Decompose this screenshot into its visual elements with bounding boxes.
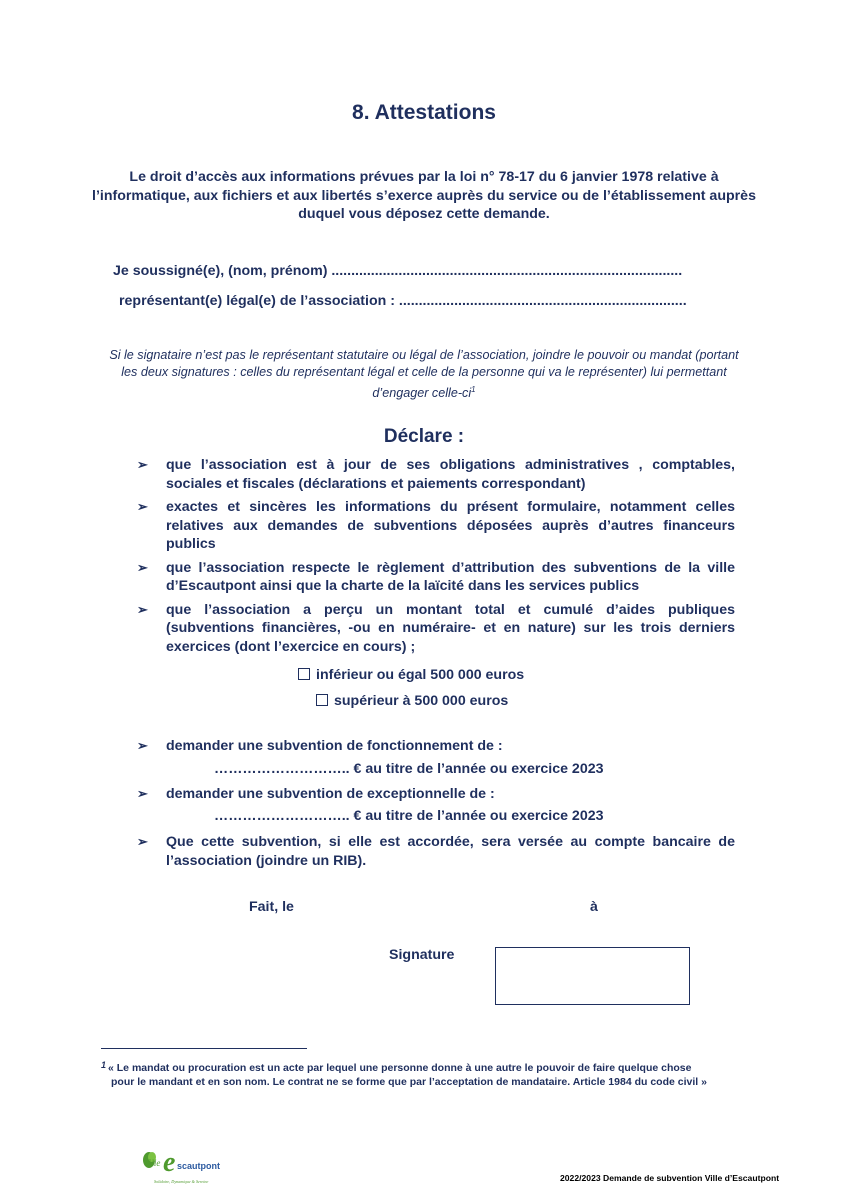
place-label: à — [590, 899, 598, 915]
logo-graphic — [140, 1146, 225, 1190]
list-item — [137, 456, 735, 493]
list-item — [137, 601, 735, 657]
name-field[interactable]: Je soussigné(e), (nom, prénom) ......................................................................................... — [113, 263, 683, 279]
declaration-list — [137, 456, 735, 661]
exceptional-request-text: demander une subvention de exceptionnelle de : — [166, 786, 495, 802]
request-list — [137, 785, 735, 804]
request-list — [137, 737, 735, 756]
exceptional-amount-field[interactable]: ……………………….. € au titre de l’année ou exercice 2023 — [214, 808, 604, 824]
declare-heading: Déclare : — [383, 426, 465, 447]
logo-tagline: Solidaire, Dynamique & Sereine — [154, 1179, 209, 1184]
operating-request-text: demander une subvention de fonctionnement de : — [166, 738, 503, 754]
list-item-text: exactes et sincères les informations du présent formulaire, notamment celles relatives aux demandes de subventions déposées auprès d’autres financeurs publics — [166, 499, 735, 552]
arrow-bullet-icon: ➢ — [137, 499, 148, 514]
list-item-text: que l’association respecte le règlement d’attribution des subventions de la ville d’Escautpont ainsi que la charte de la laïcité dans les services publics — [166, 559, 735, 594]
checkbox-icon[interactable] — [298, 668, 310, 680]
list-item — [137, 737, 735, 756]
logo-e-letter: e — [163, 1147, 176, 1178]
representative-field[interactable]: représentant(e) légal(e) de l’association : ......................................................................... — [119, 293, 687, 309]
privacy-notice: Le droit d’accès aux informations prévues par la loi n° 78-17 du 6 janvier 1978 relative à l’informatique, aux fichiers et aux libertés s’exerce auprès du service ou de l’établissement auprès duquel vous déposez cette demande. — [92, 169, 756, 222]
checkbox-label: inférieur ou égal 500 000 euros — [316, 667, 525, 683]
request-list — [137, 833, 735, 875]
page-title: 8. Attestations — [352, 101, 496, 124]
footnote-ref: 1 — [471, 385, 476, 394]
operating-amount-field[interactable]: ……………………….. € au titre de l’année ou exercice 2023 — [214, 761, 604, 777]
signature-label: Signature — [389, 947, 455, 963]
list-item — [137, 498, 735, 554]
footnote — [101, 1059, 741, 1089]
arrow-bullet-icon: ➢ — [137, 559, 148, 575]
arrow-bullet-icon: ➢ — [137, 786, 148, 801]
page-footer: 2022/2023 Demande de subvention Ville d’Escautpont — [560, 1173, 780, 1183]
arrow-bullet-icon: ➢ — [137, 457, 148, 472]
logo-name-text: scautpont — [177, 1161, 221, 1171]
footnote-text-rest: pour le mandant et en son nom. Le contrat ne se forme que par l’acceptation de mandataire. Article 1984 du code civil » — [111, 1075, 707, 1088]
bank-account-text: Que cette subvention, si elle est accordée, sera versée au compte bancaire de l’association (joindre un RIB). — [166, 834, 735, 869]
mandate-note — [100, 347, 748, 402]
checkbox-below-500k[interactable] — [298, 667, 524, 683]
list-item — [137, 559, 735, 596]
signature-box[interactable] — [495, 947, 690, 1005]
checkbox-above-500k[interactable] — [316, 693, 508, 709]
arrow-bullet-icon: ➢ — [137, 834, 148, 849]
list-item — [137, 833, 735, 870]
list-item-text: que l’association est à jour de ses obligations administratives , comptables, sociales et fiscales (déclarations et paiements correspondant) — [166, 457, 735, 492]
checkbox-label: supérieur à 500 000 euros — [334, 693, 509, 709]
list-item — [137, 785, 735, 804]
footnote-first-line — [101, 1059, 741, 1076]
footnote-text-line1: « Le mandat ou procuration est un acte par lequel une personne donne à une autre le pouvoir de faire quelque chose — [108, 1062, 692, 1074]
list-item-text: que l’association a perçu un montant total et cumulé d’aides publiques (subventions financières, -ou en numéraire- et en nature) sur les trois derniers exercices (dont l’exercice en cours) ; — [166, 601, 735, 655]
city-logo — [140, 1146, 225, 1190]
arrow-bullet-icon: ➢ — [137, 601, 148, 617]
footnote-number: 1 — [101, 1060, 107, 1070]
logo-ville-text: Ville — [144, 1158, 161, 1168]
footnote-divider — [101, 1048, 307, 1049]
mandate-note-text: Si le signataire n’est pas le représentant statutaire ou légal de l’association, joindre le pouvoir ou mandat (portant les deux signatures : celles du représentant légal et celle de la personne qui va le représenter) lui permettant d’engager celle-ci — [109, 348, 739, 401]
arrow-bullet-icon: ➢ — [137, 738, 148, 753]
done-on-label: Fait, le — [249, 899, 294, 915]
checkbox-icon[interactable] — [316, 694, 328, 706]
